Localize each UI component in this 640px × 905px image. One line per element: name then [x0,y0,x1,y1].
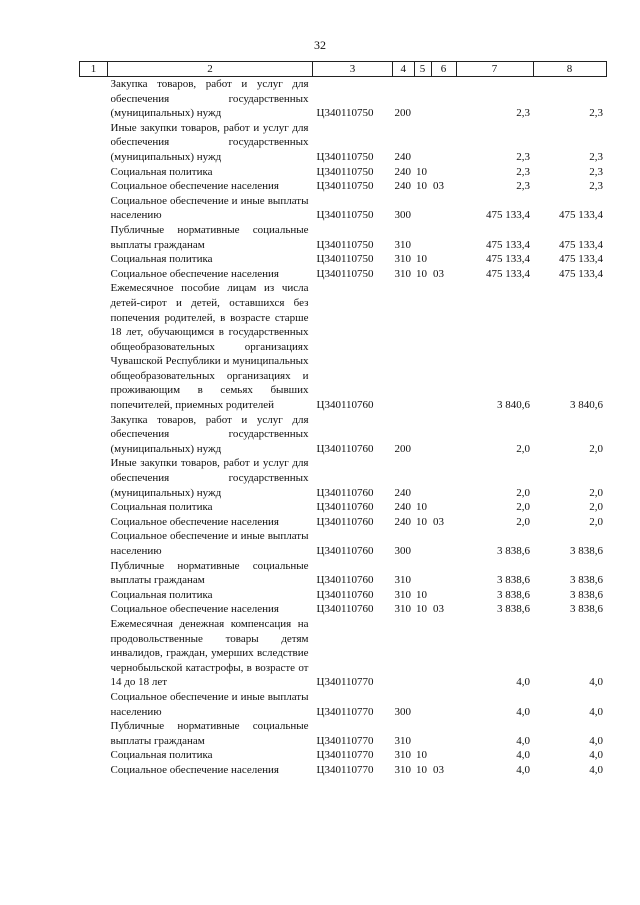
row-amount-2-cell: 3 838,6 [570,574,603,587]
row-amount-2-cell: 2,3 [589,165,603,178]
row-target-code-cell: Ц340110750 [316,107,374,120]
row-name-cell: Социальное обеспечение населения [110,180,279,193]
header-col-1: 1 [80,62,108,77]
row-expense-type-cell: 300 [394,705,411,718]
row-index-cell [80,617,108,690]
table-row [80,719,607,748]
row-name-cell: Социальная политика [110,165,213,178]
row-index-cell [80,559,108,588]
row-section-cell: 10 [416,603,427,616]
row-subsection-cell [431,690,456,719]
row-amount-1-cell: 2,0 [516,486,530,499]
row-expense-type-cell: 310 [394,574,411,587]
row-subsection-cell [431,748,456,763]
table-row [80,223,607,252]
table-row [80,165,607,180]
row-target-code-cell: Ц340110770 [316,749,374,762]
row-name-cell: Социальное обеспечение населения [110,603,279,616]
row-expense-type-cell: 240 [394,501,411,514]
row-amount-1-cell: 475 133,4 [486,267,530,280]
table-row [80,602,607,617]
table-row [80,252,607,267]
table-body [80,77,607,778]
row-name-cell: Закупка товаров, работ и услуг для обеспечения государственных (муниципальных) нужд [110,413,309,455]
row-section-cell: 10 [416,588,427,601]
row-amount-1-cell: 3 840,6 [497,399,530,412]
header-col-6: 6 [431,62,456,77]
row-amount-1-cell: 2,3 [516,180,530,193]
row-index-cell [80,121,108,165]
table-row [80,617,607,690]
row-subsection-cell [431,559,456,588]
row-amount-1-cell: 4,0 [516,734,530,747]
row-amount-1-cell: 4,0 [516,749,530,762]
row-expense-type-cell: 310 [394,749,411,762]
row-index-cell [80,602,108,617]
row-amount-1-cell: 2,0 [516,515,530,528]
table-row [80,267,607,282]
row-section-cell: 10 [416,515,427,528]
page-number: 32 [314,38,326,52]
table-header [80,62,607,77]
row-section-cell: 10 [416,749,427,762]
row-section-cell [414,617,431,690]
row-amount-2-cell: 475 133,4 [559,209,603,222]
row-target-code-cell: Ц340110750 [316,180,374,193]
row-name-cell: Социальное обеспечение и иные выплаты населению [110,690,309,718]
row-name-cell: Публичные нормативные социальные выплаты гражданам [110,720,309,747]
row-expense-type-cell: 240 [394,180,411,193]
row-amount-2-cell: 4,0 [589,676,603,689]
row-subsection-cell [431,529,456,558]
row-target-code-cell: Ц340110770 [316,676,374,689]
row-amount-1-cell: 2,3 [516,150,530,163]
row-amount-2-cell: 2,0 [589,486,603,499]
row-index-cell [80,719,108,748]
row-subsection-cell: 03 [433,267,444,280]
row-expense-type-cell [393,617,415,690]
row-expense-type-cell: 200 [394,107,411,120]
row-amount-2-cell: 2,3 [589,150,603,163]
row-target-code-cell: Ц340110750 [316,238,374,251]
row-subsection-cell [431,77,456,121]
row-target-code-cell: Ц340110750 [316,209,374,222]
row-section-cell [414,456,431,500]
header-col-2: 2 [108,62,313,77]
row-target-code-cell: Ц340110760 [316,603,374,616]
row-amount-1-cell: 475 133,4 [486,238,530,251]
row-section-cell [414,529,431,558]
row-name-cell: Социальное обеспечение и иные выплаты населению [110,194,309,222]
row-section-cell [414,690,431,719]
row-index-cell [80,529,108,558]
row-target-code-cell: Ц340110760 [316,442,374,455]
row-subsection-cell [431,252,456,267]
row-name-cell: Публичные нормативные социальные выплаты гражданам [110,559,309,587]
row-expense-type-cell: 310 [394,734,411,747]
row-expense-type-cell: 310 [394,253,411,266]
row-name-cell: Ежемесячная денежная компенсация на продовольственные товары детям инвалидов, граждан, умерших вследствие чернобыльской катастрофы, в возрасте от 14 до 18 лет [110,617,309,689]
row-subsection-cell: 03 [433,763,444,776]
row-subsection-cell [431,588,456,603]
row-amount-2-cell: 2,3 [589,107,603,120]
row-index-cell [80,515,108,530]
table-row [80,763,607,778]
row-section-cell [414,413,431,457]
row-subsection-cell [431,500,456,515]
row-index-cell [80,588,108,603]
row-subsection-cell: 03 [433,515,444,528]
row-expense-type-cell: 240 [394,165,411,178]
table-row [80,413,607,457]
table-row [80,281,607,412]
row-section-cell [414,194,431,223]
row-target-code-cell: Ц340110760 [316,574,374,587]
row-amount-1-cell: 3 838,6 [497,588,530,601]
row-expense-type-cell: 240 [394,150,411,163]
row-amount-1-cell: 4,0 [516,676,530,689]
row-target-code-cell: Ц340110760 [316,501,374,514]
row-section-cell: 10 [416,763,427,776]
table-row [80,559,607,588]
header-col-7: 7 [456,62,533,77]
row-amount-1-cell: 2,3 [516,165,530,178]
row-name-cell: Социальное обеспечение и иные выплаты населению [110,530,309,557]
row-amount-2-cell: 2,0 [589,515,603,528]
row-target-code-cell: Ц340110750 [316,165,374,178]
table-row [80,500,607,515]
row-subsection-cell [431,617,456,690]
row-section-cell [414,719,431,748]
row-expense-type-cell: 310 [394,588,411,601]
budget-table [79,61,607,778]
row-amount-2-cell: 3 838,6 [570,603,603,616]
row-index-cell [80,165,108,180]
row-target-code-cell: Ц340110750 [316,267,374,280]
row-amount-1-cell: 2,3 [516,107,530,120]
row-name-cell: Социальная политика [110,501,213,514]
row-subsection-cell [431,281,456,412]
table-row [80,179,607,194]
row-section-cell [414,559,431,588]
row-index-cell [80,179,108,194]
row-amount-1-cell: 3 838,6 [497,574,530,587]
table-row [80,588,607,603]
row-subsection-cell [431,456,456,500]
row-index-cell [80,690,108,719]
table-row [80,121,607,165]
row-amount-2-cell: 4,0 [589,749,603,762]
row-expense-type-cell: 240 [394,515,411,528]
row-name-cell: Социальное обеспечение населения [110,515,279,528]
row-amount-2-cell: 2,3 [589,180,603,193]
table-row [80,748,607,763]
row-section-cell: 10 [416,267,427,280]
table-row [80,77,607,121]
row-index-cell [80,267,108,282]
row-amount-2-cell: 3 838,6 [570,545,603,557]
row-target-code-cell: Ц340110760 [316,588,374,601]
row-name-cell: Закупка товаров, работ и услуг для обеспечения государственных (муниципальных) нужд [110,78,309,120]
row-target-code-cell: Ц340110770 [316,705,374,718]
row-section-cell: 10 [416,165,427,178]
row-target-code-cell: Ц340110760 [316,399,374,412]
row-index-cell [80,748,108,763]
table-row [80,456,607,500]
row-subsection-cell [431,121,456,165]
row-section-cell [414,77,431,121]
table-row [80,529,607,558]
row-name-cell: Социальное обеспечение населения [110,267,279,280]
row-amount-2-cell: 2,0 [589,501,603,514]
row-index-cell [80,194,108,223]
row-subsection-cell [431,413,456,457]
row-section-cell [414,223,431,252]
row-index-cell [80,281,108,412]
row-subsection-cell [431,165,456,180]
row-amount-1-cell: 3 838,6 [497,603,530,616]
header-row [80,62,607,77]
row-amount-2-cell: 4,0 [589,705,603,718]
row-subsection-cell [431,223,456,252]
row-amount-1-cell: 4,0 [516,705,530,718]
row-name-cell: Иные закупки товаров, работ и услуг для обеспечения государственных (муниципальных) нужд [110,457,309,499]
row-subsection-cell [431,194,456,223]
row-amount-1-cell: 2,0 [516,442,530,455]
row-expense-type-cell [393,281,415,412]
row-name-cell: Социальное обеспечение населения [110,763,279,776]
row-target-code-cell: Ц340110750 [316,253,374,266]
row-name-cell: Иные закупки товаров, работ и услуг для обеспечения государственных (муниципальных) нужд [110,121,309,163]
row-index-cell [80,456,108,500]
row-amount-1-cell: 3 838,6 [497,545,530,557]
row-name-cell: Публичные нормативные социальные выплаты гражданам [110,223,309,251]
row-expense-type-cell: 310 [394,267,411,280]
row-amount-2-cell: 475 133,4 [559,253,603,266]
row-section-cell: 10 [416,180,427,193]
row-amount-2-cell: 475 133,4 [559,267,603,280]
row-expense-type-cell: 310 [394,603,411,616]
table-row [80,690,607,719]
row-target-code-cell: Ц340110760 [316,486,374,499]
row-amount-1-cell: 475 133,4 [486,209,530,222]
row-section-cell: 10 [416,253,427,266]
row-target-code-cell: Ц340110760 [316,545,374,557]
header-col-5: 5 [414,62,431,77]
row-amount-2-cell: 4,0 [589,734,603,747]
row-name-cell: Социальная политика [110,749,213,762]
header-col-4: 4 [393,62,415,77]
row-subsection-cell [431,719,456,748]
row-target-code-cell: Ц340110760 [316,515,374,528]
row-expense-type-cell: 240 [394,486,411,499]
row-amount-2-cell: 3 838,6 [570,588,603,601]
table-row [80,515,607,530]
row-index-cell [80,77,108,121]
row-expense-type-cell: 310 [394,763,411,776]
row-amount-2-cell: 3 840,6 [570,399,603,412]
row-subsection-cell: 03 [433,180,444,193]
row-index-cell [80,252,108,267]
row-index-cell [80,763,108,778]
row-expense-type-cell: 310 [394,238,411,251]
row-index-cell [80,413,108,457]
row-expense-type-cell: 300 [394,545,411,557]
row-name-cell: Ежемесячное пособие лицам из числа детей-сирот и детей, оставшихся без попечения родителей, в возрасте старше 18 лет, обучающимся в государственных общеобразовательных организациях Чувашской Республики и муниципальных общеобразовательных организациях и проживающим в семьях бывших попечителей, приемных родителей [110,282,309,412]
row-section-cell [414,281,431,412]
row-target-code-cell: Ц340110770 [316,763,374,776]
row-expense-type-cell: 200 [394,442,411,455]
row-section-cell: 10 [416,501,427,514]
row-amount-2-cell: 475 133,4 [559,238,603,251]
row-name-cell: Социальная политика [110,253,213,266]
row-amount-2-cell: 4,0 [589,763,603,776]
row-amount-1-cell: 475 133,4 [486,253,530,266]
row-name-cell: Социальная политика [110,588,213,601]
table-row [80,194,607,223]
row-subsection-cell: 03 [433,603,444,616]
row-amount-1-cell: 4,0 [516,763,530,776]
row-target-code-cell: Ц340110770 [316,734,374,747]
header-col-8: 8 [533,62,606,77]
row-index-cell [80,223,108,252]
row-target-code-cell: Ц340110750 [316,150,374,163]
row-expense-type-cell: 300 [394,209,411,222]
header-col-3: 3 [313,62,393,77]
row-amount-1-cell: 2,0 [516,501,530,514]
row-section-cell [414,121,431,165]
row-amount-2-cell: 2,0 [589,442,603,455]
row-index-cell [80,500,108,515]
